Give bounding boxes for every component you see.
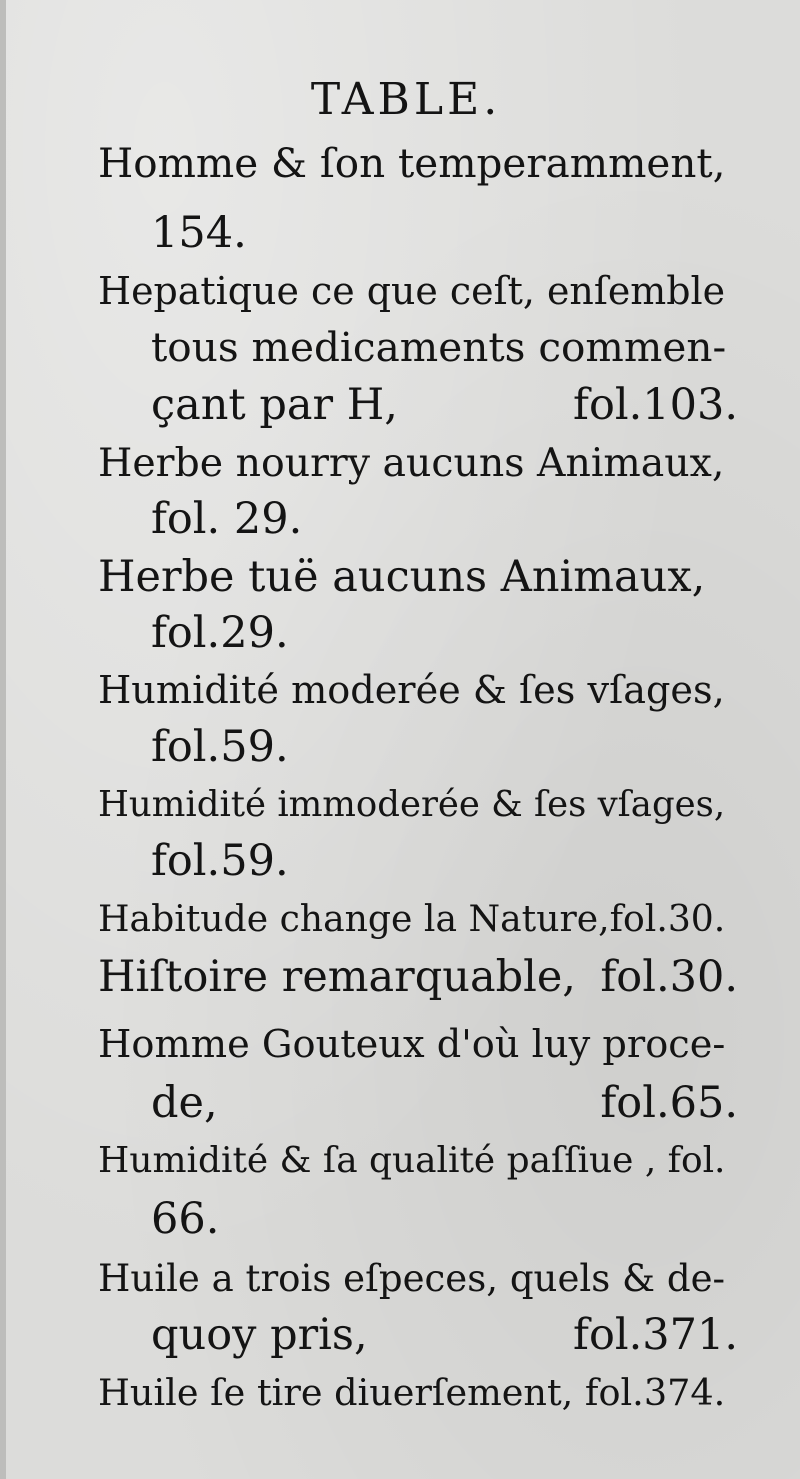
index-entry-line: Herbe nourry aucuns Animaux, bbox=[98, 440, 725, 486]
index-entry-line bbox=[151, 1074, 738, 1132]
index-entry-line: Hepatique ce que ceſt, enſemble bbox=[98, 269, 726, 313]
index-entry-line: tous medicaments commen- bbox=[151, 323, 727, 371]
index-entry-text: de, bbox=[151, 1078, 218, 1128]
index-entry-text: quoy pris, bbox=[151, 1310, 368, 1360]
folio-reference: fol.103. bbox=[573, 380, 738, 430]
folio-reference: fol.65. bbox=[600, 1078, 738, 1128]
index-entry-line: 66. bbox=[151, 1194, 220, 1244]
index-entry-line: Humidité & ſa qualité paſſiue , fol. bbox=[98, 1140, 726, 1181]
index-entry-line: Habitude change la Nature,fol.30. bbox=[98, 897, 726, 940]
index-entry-line: Huile ſe tire diuerſement, fol.374. bbox=[98, 1371, 726, 1414]
index-entry-line: Humidité moderée & ſes vſages, bbox=[98, 669, 725, 713]
index-entry-line: fol. 29. bbox=[151, 494, 303, 544]
index-entry-line: Homme & ſon temperamment, bbox=[98, 139, 726, 187]
index-entry-text: çant par H, bbox=[151, 380, 398, 430]
folio-reference: fol.371. bbox=[573, 1310, 738, 1360]
index-entry-line: Humidité immoderée & ſes vſages, bbox=[98, 784, 726, 825]
index-entry-line: fol.59. bbox=[151, 836, 289, 886]
index-entry-line: Herbe tuë aucuns Animaux, bbox=[98, 552, 706, 602]
index-entry-line bbox=[98, 948, 738, 1006]
index-entry-line bbox=[151, 1306, 738, 1364]
index-entry-line: 154. bbox=[151, 208, 247, 258]
index-entry-line: fol.29. bbox=[151, 608, 289, 658]
index-entry-line: Huile a trois eſpeces, quels & de- bbox=[98, 1257, 726, 1300]
page-heading: TABLE. bbox=[310, 74, 502, 125]
index-entry-line: fol.59. bbox=[151, 722, 289, 772]
folio-reference: fol.30. bbox=[600, 952, 738, 1002]
index-entry-text: Hiſtoire remarquable, bbox=[98, 952, 576, 1002]
index-entry-line: Homme Gouteux d'où luy proce- bbox=[98, 1022, 726, 1067]
index-entry-line bbox=[151, 376, 738, 434]
